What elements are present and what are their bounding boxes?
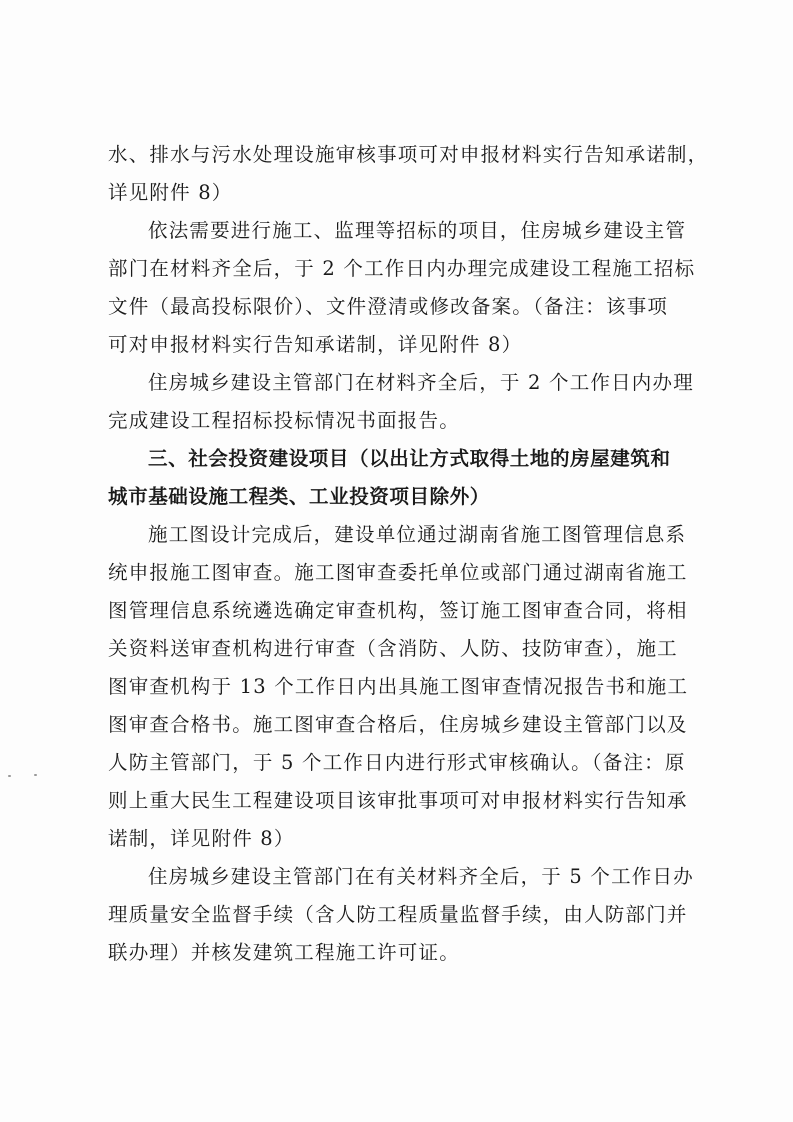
text-line: 统申报施工图审查。施工图审查委托单位或部门通过湖南省施工 [108,561,688,584]
section-heading: 城市基础设施工程类、工业投资项目除外） [108,485,490,508]
body-text [108,136,708,972]
text-line: 图管理信息系统遴选确定审查机构，签订施工图审查合同，将相 [108,599,688,622]
text-line: 完成建设工程招标投标情况书面报告。 [108,409,460,432]
text-line: 则上重大民生工程建设项目该审批事项可对申报材料实行告知承 [108,789,688,812]
text-line: 住房城乡建设主管部门在材料齐全后，于 2 个工作日内办理 [148,371,694,394]
text-line: 诺制，详见附件 8） [108,827,295,850]
text-line: 图审查合格书。施工图审查合格后，住房城乡建设主管部门以及 [108,713,688,736]
text-line: 人防主管部门，于 5 个工作日内进行形式审核确认。（备注：原 [108,751,686,774]
text-line: 部门在材料齐全后，于 2 个工作日内办理完成建设工程施工招标 [108,257,696,280]
scan-speck [8,775,11,777]
text-line: 水、排水与污水处理设施审核事项可对申报材料实行告知承诺制， [108,143,709,166]
text-line: 施工图设计完成后，建设单位通过湖南省施工图管理信息系 [148,523,687,546]
text-line: 联办理）并核发建筑工程施工许可证。 [108,941,460,964]
text-line: 关资料送审查机构进行审查（含消防、人防、技防审查），施工 [108,637,678,660]
text-line: 详见附件 8） [108,181,233,204]
scan-speck [34,774,37,776]
text-line: 图审查机构于 13 个工作日内出具施工图审查情况报告书和施工 [108,675,689,698]
text-line: 住房城乡建设主管部门在有关材料齐全后，于 5 个工作日办 [148,865,694,888]
text-line: 理质量安全监督手续（含人防工程质量监督手续，由人防部门并 [108,903,688,926]
text-line: 文件（最高投标限价）、文件澄清或修改备案。（备注：该事项 [108,295,669,318]
text-line: 可对申报材料实行告知承诺制，详见附件 8） [108,333,523,356]
section-heading: 三、社会投资建设项目（以出让方式取得土地的房屋建筑和 [148,447,671,470]
text-line: 依法需要进行施工、监理等招标的项目，住房城乡建设主管 [148,219,687,242]
